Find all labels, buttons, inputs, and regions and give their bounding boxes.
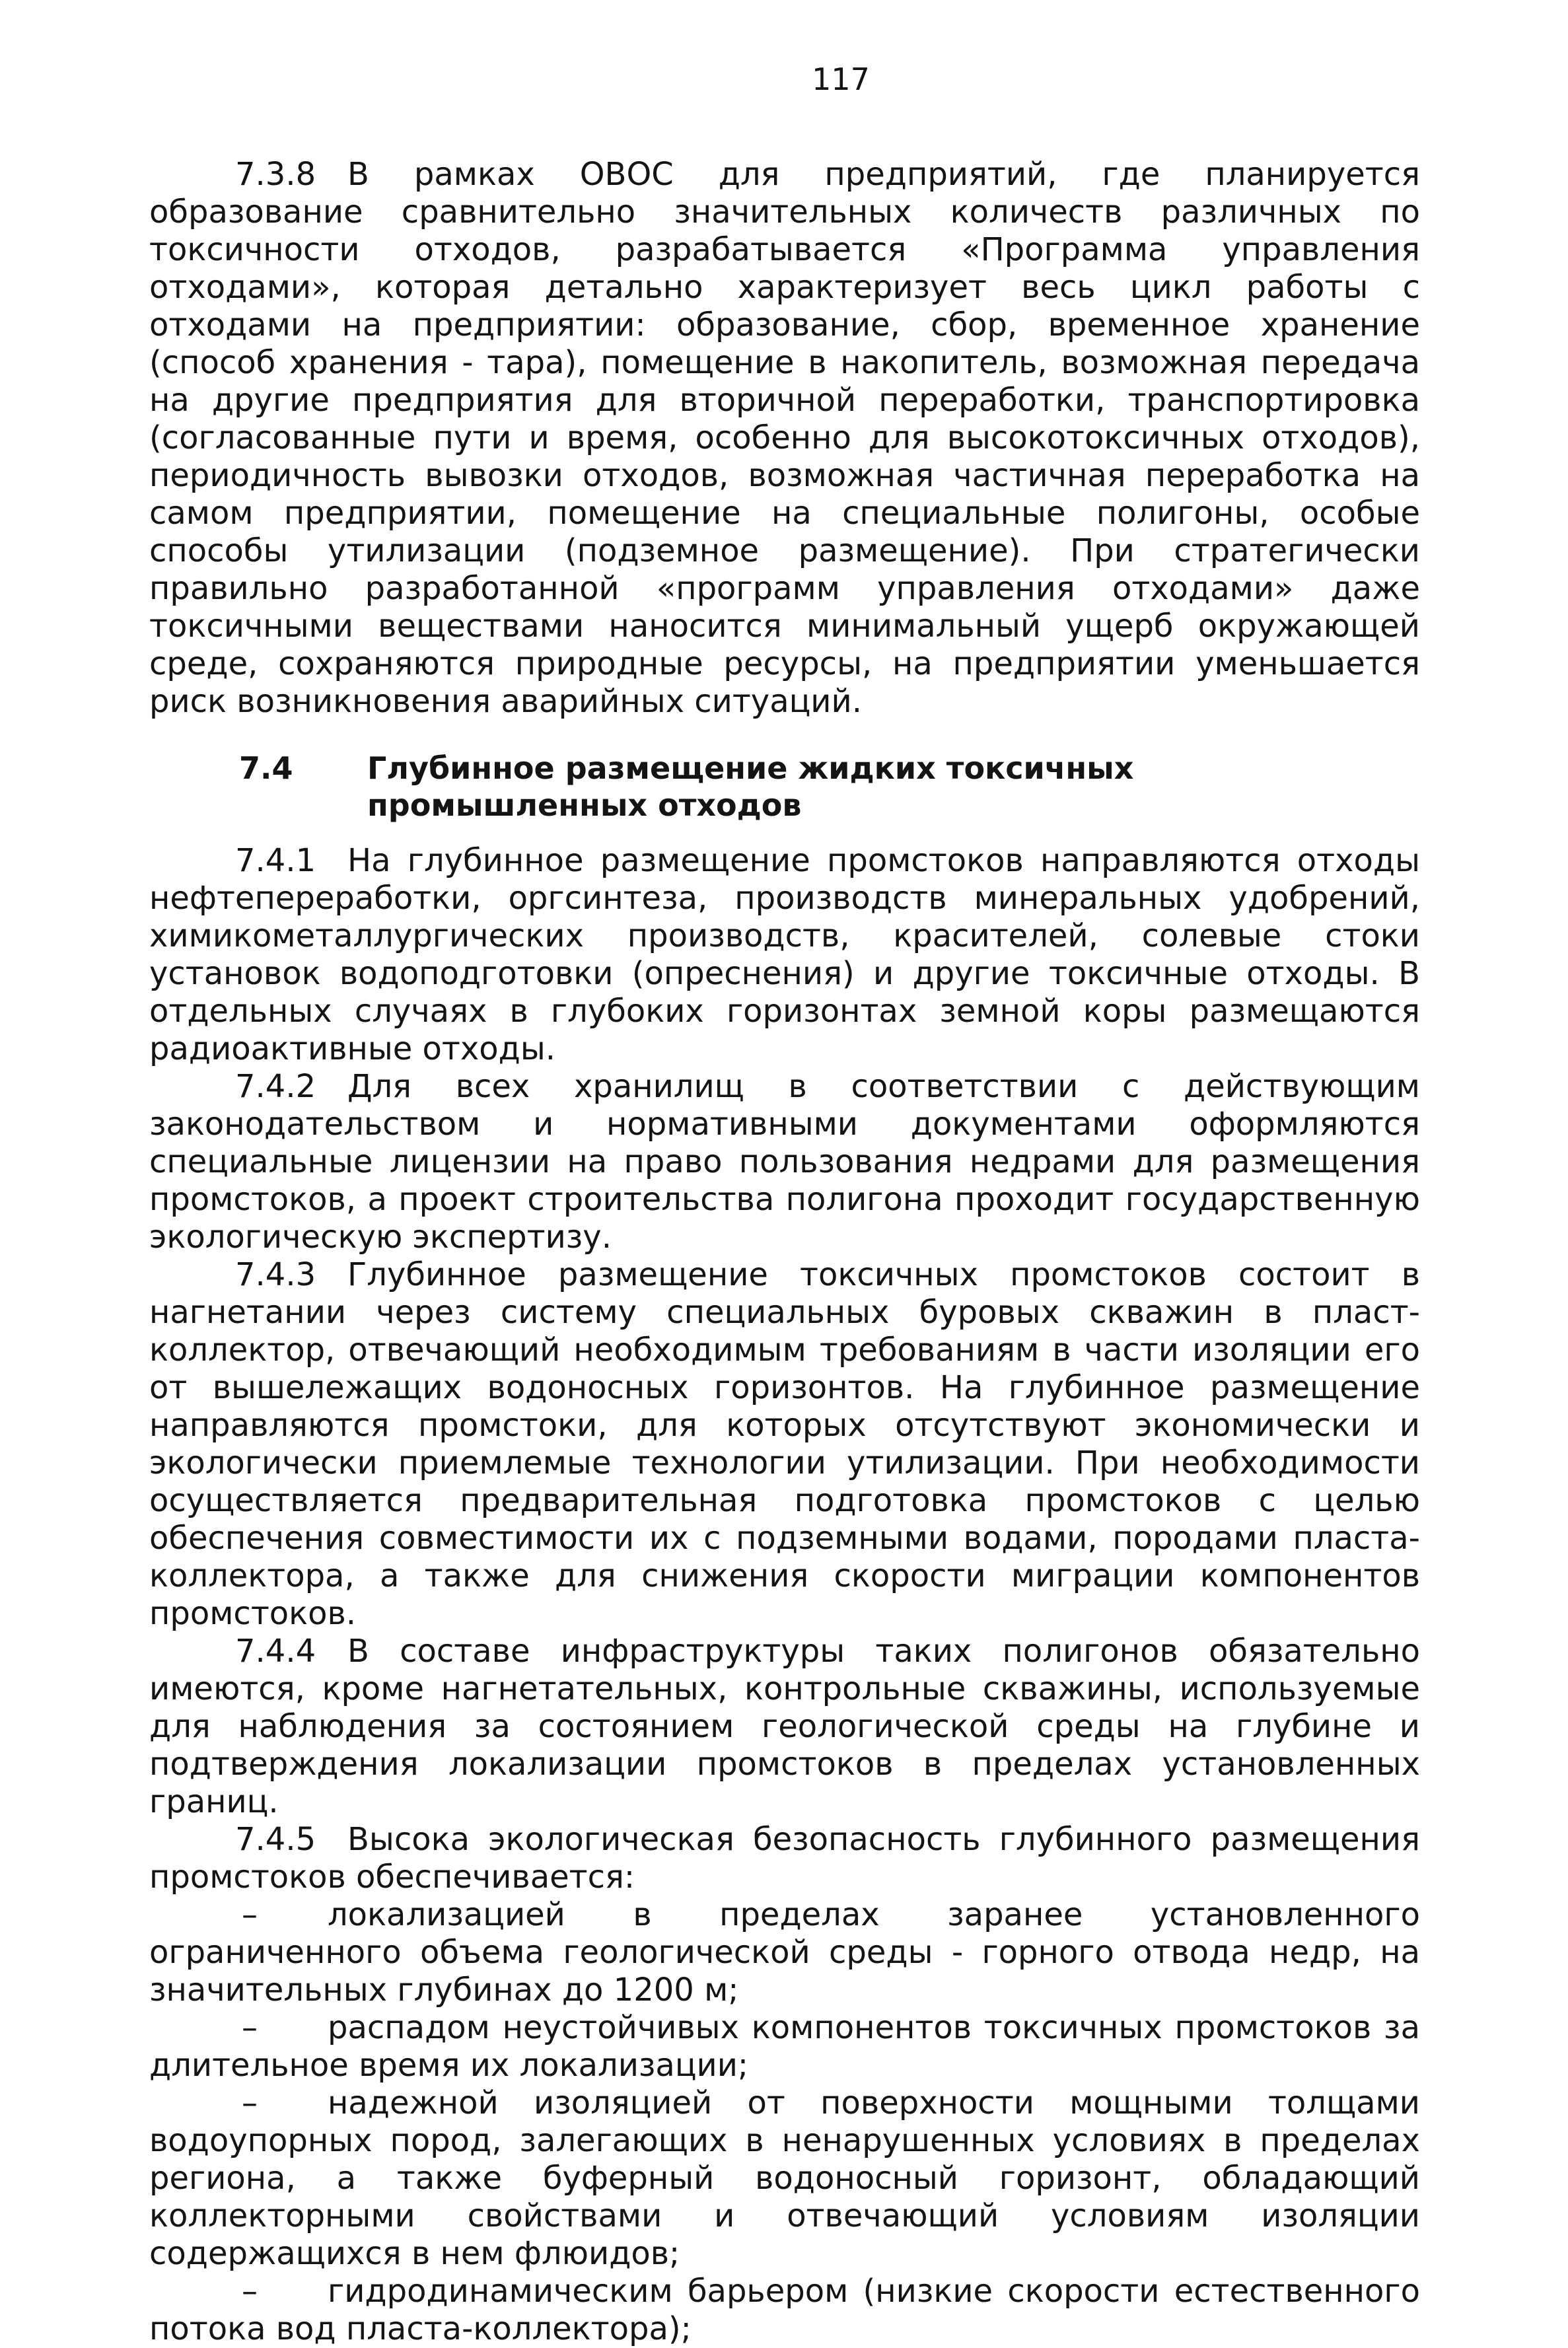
list-item [149, 2009, 1420, 2084]
paragraph-text: Высока экологическая безопасность глубинного размещения промстоков обеспечивается: [149, 1821, 1420, 1896]
paragraph-7-4-2 [149, 1068, 1420, 1256]
list-item-text: надежной изоляцией от поверхности мощными толщами водоупорных пород, залегающих в ненарушенных условиях в пределах региона, а также буферный водоносный горизонт, обладающий коллекторными свойствами и отвечающий условиям изоляции содержащихся в нем флюидов; [149, 2084, 1420, 2272]
paragraph-number: 7.4.3 [235, 1256, 316, 1293]
paragraph-7-4-3 [149, 1256, 1420, 1633]
paragraph-7-4-1 [149, 842, 1420, 1068]
list-item-text: распадом неустойчивых компонентов токсичных промстоков за длительное время их локализации; [149, 2009, 1420, 2084]
paragraph-number: 7.4.1 [235, 842, 316, 879]
list-dash: – [242, 1896, 258, 1933]
paragraph-text: В составе инфраструктуры таких полигонов обязательно имеются, кроме нагнетательных, контрольные скважины, используемые для наблюдения за состоянием геологической среды на глубине и подтверждения локализации промстоков в пределах установленных границ. [149, 1633, 1420, 1820]
section-title: Глубинное размещение жидких токсичных промышленных отходов [367, 750, 1134, 823]
list-dash: – [242, 2273, 258, 2310]
page-number: 117 [812, 61, 870, 97]
document-page [149, 59, 1420, 2348]
list-dash: – [242, 2084, 258, 2121]
paragraph-text: В рамках ОВОС для предприятий, где планируется образование сравнительно значительных количеств различных по токсичности отходов, разрабатывается «Программа управления отходами», которая детально характеризует весь цикл работы с отходами на предприятии: образование, сбор, временное хранение (способ хранения - тара), помещение в накопитель, возможная передача на другие предприятия для вторичной переработки, транспортировка (согласованные пути и время, особенно для высокотоксичных отходов), периодичность вывозки отходов, возможная частичная переработка на самом предприятии, помещение на специальные полигоны, особые способы утилизации (подземное размещение). При стратегически правильно разработанной «программ управления отходами» даже токсичными веществами наносится минимальный ущерб окружающей среде, сохраняются природные ресурсы, на предприятии уменьшается риск возникновения аварийных ситуаций. [149, 156, 1420, 720]
list-item-text: локализацией в пределах заранее установленного ограниченного объема геологической среды - горного отвода недр, на значительных глубинах до 1200 м; [149, 1896, 1420, 2009]
list-item [149, 2084, 1420, 2273]
paragraph-number: 7.4.4 [235, 1633, 316, 1670]
paragraph-number: 7.4.2 [235, 1068, 316, 1105]
section-heading [149, 750, 1420, 824]
paragraph-7-3-8 [149, 156, 1420, 721]
paragraph-text: Глубинное размещение токсичных промстоков состоит в нагнетании через систему специальных буровых скважин в пласт-коллектор, отвечающий необходимым требованиям в части изоляции его от вышележащих водоносных горизонтов. На глубинное размещение направляются промстоки, для которых отсутствуют экономически и экологически приемлемые технологии утилизации. При необходимости осуществляется предварительная подготовка промстоков с целью обеспечения совместимости их с подземными водами, породами пласта-коллектора, а также для снижения скорости миграции компонентов промстоков. [149, 1256, 1420, 1632]
list-item [149, 1896, 1420, 2009]
section-number: 7.4 [239, 750, 293, 786]
list-item-text: гидродинамическим барьером (низкие скорости естественного потока вод пласта-коллектора); [149, 2273, 1420, 2347]
list-dash: – [242, 2009, 258, 2046]
paragraph-7-4-5 [149, 1821, 1420, 1896]
paragraph-7-4-4 [149, 1633, 1420, 1821]
paragraph-text: На глубинное размещение промстоков направляются отходы нефтепереработки, оргсинтеза, производств минеральных удобрений, химикометаллургических производств, красителей, солевые стоки установок водоподготовки (опреснения) и другие токсичные отходы. В отдельных случаях в глубоких горизонтах земной коры размещаются радиоактивные отходы. [149, 842, 1420, 1067]
paragraph-number: 7.3.8 [235, 156, 316, 193]
list-item [149, 2273, 1420, 2348]
paragraph-number: 7.4.5 [235, 1821, 316, 1858]
paragraph-text: Для всех хранилищ в соответствии с действующим законодательством и нормативными документами оформляются специальные лицензии на право пользования недрами для размещения промстоков, а проект строительства полигона проходит государственную экологическую экспертизу. [149, 1068, 1420, 1256]
